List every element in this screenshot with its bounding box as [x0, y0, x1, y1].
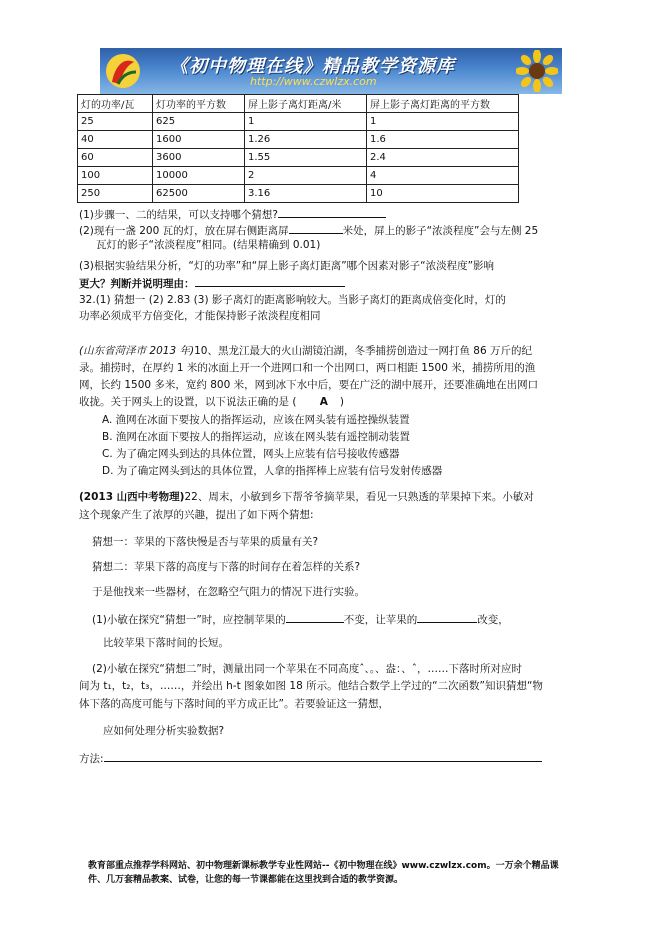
q31-part1 — [79, 206, 386, 223]
header-banner — [100, 48, 562, 94]
answer-blank[interactable] — [417, 611, 477, 623]
table-cell: 2 — [245, 167, 367, 185]
q22-line2: 这个现象产生了浓厚的兴趣，提出了如下两个猜想: — [79, 509, 314, 521]
q31-part1-text: (1)步骤一、二的结果，可以支持哪个猜想? — [79, 209, 278, 221]
q22-guess2: 猜想二：苹果下落的高度与下落的时间存在着怎样的关系? — [92, 561, 361, 573]
answer-blank[interactable] — [104, 750, 542, 762]
table-cell: 1 — [367, 113, 519, 131]
q31-part3-cont — [79, 275, 345, 292]
answer-blank[interactable] — [195, 275, 345, 287]
banner-url[interactable]: http://www.czwlzx.com — [250, 75, 377, 88]
q31-part2-text-a: (2)现有一盏 200 瓦的灯，放在屏右侧距离屏 — [79, 225, 289, 237]
table-header-cell: 屏上影子离灯距离的平方数 — [367, 95, 519, 113]
q10-option-d: D. 为了确定网头到达的具体位置，人拿的指挥棒上应装有信号发射传感器 — [102, 465, 443, 477]
q10-line1 — [79, 344, 532, 359]
q10-text-4: 收拢。关于网头上的设置，以下说法正确的是 ( — [79, 396, 297, 408]
table-cell: 1.26 — [245, 131, 367, 149]
table-cell: 625 — [153, 113, 245, 131]
table-header-cell: 灯功率的平方数 — [153, 95, 245, 113]
table-row — [78, 167, 519, 185]
q22-part2-line3: 体下落的高度可能与下落时间的平方成正比”。若要验证这一猜想， — [79, 698, 389, 710]
table-row — [78, 131, 519, 149]
site-logo-icon — [104, 52, 142, 90]
q22-line1 — [79, 490, 534, 505]
table-cell: 40 — [78, 131, 153, 149]
answer-blank[interactable] — [286, 611, 344, 623]
table-header-cell: 灯的功率/瓦 — [78, 95, 153, 113]
q22-method-label: 方法: — [79, 753, 104, 765]
answer-blank[interactable] — [289, 222, 343, 234]
q22-part1-cont: 比较苹果下落时间的长短。 — [103, 637, 229, 649]
q22-part1 — [92, 611, 509, 628]
table-cell: 3600 — [153, 149, 245, 167]
table-cell: 10000 — [153, 167, 245, 185]
table-cell: 1 — [245, 113, 367, 131]
table-cell: 1.6 — [367, 131, 519, 149]
q22-part2-line1: (2)小敏在探究“猜想二”时，测量出同一个苹果在不同高度ˆ、。、盎：、ˆ，……下落时所对应时 — [92, 663, 523, 675]
table-cell: 25 — [78, 113, 153, 131]
q31-answer-line1: 32.(1) 猜想一 (2) 2.83 (3) 影子离灯的距离影响较大。当影子离灯的距离成倍变化时，灯的 — [79, 294, 506, 306]
table-header-row — [78, 95, 519, 113]
q10-source: (山东省菏泽市 2013 年) — [79, 345, 195, 357]
q10-paren-close: ) — [339, 396, 345, 408]
banner-title: 《初中物理在线》精品教学资源库 — [170, 56, 455, 77]
q10-option-a: A. 渔网在冰面下要按人的指挥运动，应该在网头装有遥控操纵装置 — [102, 414, 410, 426]
q22-guess1: 猜想一：苹果的下落快慢是否与苹果的质量有关? — [92, 536, 319, 548]
q31-part3-prompt: 更大？判断并说明理由： — [79, 278, 195, 290]
q22-source: (2013 山西中考物理) — [79, 491, 185, 503]
table-cell: 62500 — [153, 185, 245, 203]
table-header-cell: 屏上影子离灯距离/米 — [245, 95, 367, 113]
q10-answer: A — [319, 396, 328, 408]
table-cell: 1600 — [153, 131, 245, 149]
q22-part1-text-b: 不变，让苹果的 — [343, 614, 418, 626]
table-row — [78, 113, 519, 131]
q31-answer-line2: 功率必须成平方倍变化，才能保持影子浓淡程度相同 — [79, 310, 321, 322]
table-row — [78, 185, 519, 203]
table-cell: 1.55 — [245, 149, 367, 167]
table-cell: 100 — [78, 167, 153, 185]
footer-line2: 件、几万套精品教案、试卷，让您的每一节课都能在这里找到合适的教学资源。 — [88, 875, 404, 885]
table-cell: 2.4 — [367, 149, 519, 167]
q22-part2-line4: 应如何处理分析实验数据? — [103, 725, 225, 737]
q31-part2 — [79, 222, 538, 239]
experiment-table — [77, 94, 519, 203]
q10-line3: 网，长约 1500 多米，宽约 800 米，网到冰下水中后，要在广泛的湖中展开，还要准确地在出网口 — [79, 379, 539, 391]
table-cell: 3.16 — [245, 185, 367, 203]
q31-part3: (3)根据实验结果分析，“灯的功率”和“屏上影子离灯距离”哪个因素对影子“浓淡程度”影响 — [79, 260, 495, 272]
answer-blank[interactable] — [278, 206, 386, 218]
q22-part1-text-c: 改变， — [477, 614, 509, 626]
table-cell: 250 — [78, 185, 153, 203]
table-cell: 60 — [78, 149, 153, 167]
table-cell: 4 — [367, 167, 519, 185]
q22-method — [79, 750, 542, 767]
table-row — [78, 149, 519, 167]
q10-text-1: 10、黑龙江最大的火山湖镜泊湖，冬季捕捞创造过一网打鱼 86 万斤的纪 — [194, 345, 532, 357]
q10-option-c: C. 为了确定网头到达的具体位置，网头上应装有信号接收传感器 — [102, 448, 400, 460]
q10-option-b: B. 渔网在冰面下要按人的指挥运动，应该在网头装有遥控制动装置 — [102, 431, 410, 443]
q22-text-1: 22、周末，小敏到乡下帮爷爷摘苹果，看见一只熟透的苹果掉下来。小敏对 — [184, 491, 534, 503]
q31-part2-text-b: 米处，屏上的影子“浓淡程度”会与左侧 25 — [342, 225, 539, 237]
q22-part1-text-a: (1)小敏在探究“猜想一”时，应控制苹果的 — [92, 614, 286, 626]
sunflower-icon — [516, 50, 558, 92]
footer-line1: 教育部重点推荐学科网站、初中物理新课标教学专业性网站--《初中物理在线》www.czwlzx.com。一万余个精品课 — [88, 861, 559, 871]
table-cell: 10 — [367, 185, 519, 203]
q22-part2-line2: 间为 t₁，t₂，t₃，……，并绘出 h-t 图象如图 18 所示。他结合数学上学过的“二次函数”知识猜想“物 — [79, 680, 543, 692]
q10-line4 — [79, 395, 344, 410]
q31-part2-cont: 瓦灯的影子“浓淡程度”相同。(结果精确到 0.01) — [96, 239, 321, 251]
q22-tools: 于是他找来一些器材，在忽略空气阻力的情况下进行实验。 — [92, 586, 365, 598]
q10-line2: 录。捕捞时，在厚约 1 米的冰面上开一个进网口和一个出网口，两口相距 1500 米，捕捞所用的渔 — [79, 362, 536, 374]
